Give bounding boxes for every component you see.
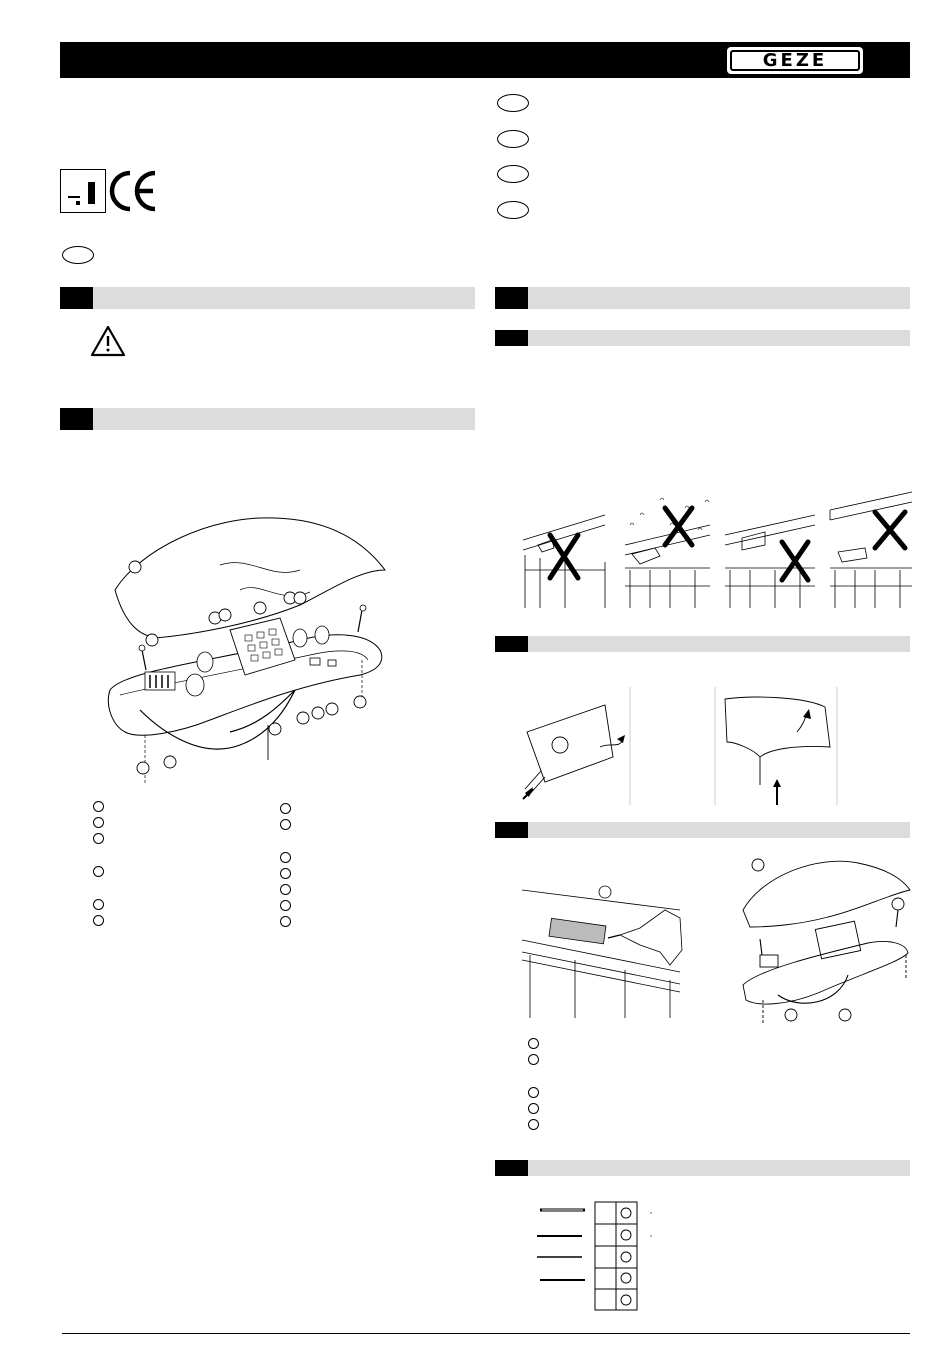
legend-marker — [280, 884, 291, 895]
subsection-bar — [495, 822, 910, 838]
legend-marker — [280, 852, 291, 863]
geze-logo — [727, 47, 863, 74]
section-bar — [60, 408, 475, 430]
subsection-bar — [495, 1160, 910, 1176]
language-oval-icon — [62, 246, 94, 264]
subsection-bar — [495, 330, 910, 346]
warning-icon — [90, 325, 126, 357]
mounting-illustration — [738, 855, 913, 1025]
language-oval-icon — [497, 165, 529, 183]
legend-marker — [528, 1119, 539, 1130]
terminal-wiring-diagram — [535, 1200, 660, 1312]
legend-marker — [528, 1103, 539, 1114]
language-oval-icon — [497, 94, 529, 112]
legend-marker — [528, 1054, 539, 1065]
legend-marker — [93, 866, 104, 877]
legend-marker — [93, 915, 104, 926]
legend-marker — [280, 900, 291, 911]
legend-marker — [93, 801, 104, 812]
drilling-illustration — [520, 880, 685, 1020]
legend-marker — [280, 916, 291, 927]
logo-text: GEZE — [730, 50, 860, 71]
legend-marker — [93, 817, 104, 828]
language-oval-icon — [497, 201, 529, 219]
legend-marker — [93, 899, 104, 910]
protection-class-icon — [60, 169, 106, 213]
legend-marker — [280, 803, 291, 814]
legend-marker — [280, 868, 291, 879]
legend-marker — [528, 1087, 539, 1098]
ce-mark-icon — [108, 168, 158, 214]
legend-marker — [280, 819, 291, 830]
legend-marker — [93, 833, 104, 844]
language-oval-icon — [497, 130, 529, 148]
legend-marker — [528, 1038, 539, 1049]
mounting-restriction-illustrations — [520, 490, 915, 610]
section-bar — [495, 287, 910, 309]
footer-rule — [62, 1333, 910, 1334]
section-bar — [60, 287, 475, 309]
device-exploded-illustration — [100, 510, 400, 790]
cover-opening-illustrations — [515, 687, 845, 807]
subsection-bar — [495, 636, 910, 652]
